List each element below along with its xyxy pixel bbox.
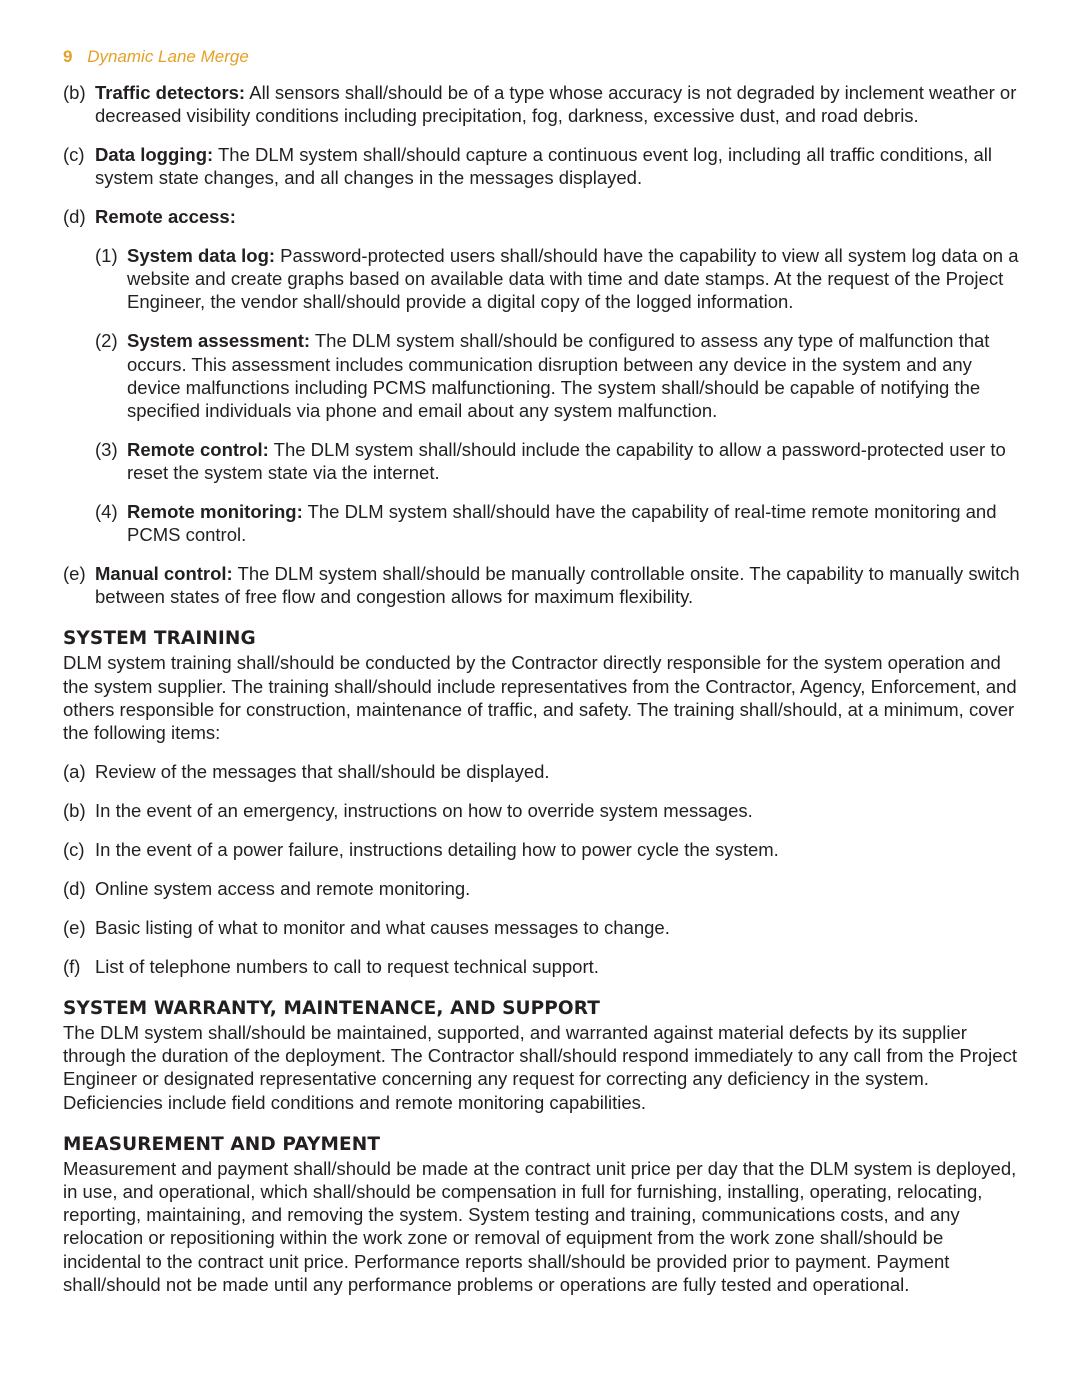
list-marker: (c) [63, 839, 85, 861]
list-marker: (4) [95, 500, 118, 522]
item-text: Online system access and remote monitoring. [95, 877, 471, 899]
list-item [63, 205, 1023, 228]
list-marker: (3) [95, 438, 118, 460]
item-text: In the event of an emergency, instructions on how to override system messages. [95, 800, 753, 822]
section-heading-warranty: SYSTEM WARRANTY, MAINTENANCE, AND SUPPORT [63, 997, 600, 1019]
list-marker: (d) [63, 206, 86, 228]
list-item [63, 562, 1023, 608]
item-text: The DLM system shall/should be configured to assess any type of malfunction that occurs. This assessment includes communication disruption between any device in the system and any device malfunctions including PCMS malfunctioning. The system shall/should be capable of notifying the specified individuals via phone and email about any system malfunction. [127, 330, 990, 421]
item-text: The DLM system shall/should include the capability to allow a password-protected user to reset the system state via the internet. [127, 438, 1006, 484]
item-label: Traffic detectors: [95, 82, 246, 103]
list-marker: (b) [63, 800, 86, 822]
running-title: Dynamic Lane Merge [87, 47, 249, 66]
item-label: Remote control: [127, 438, 269, 460]
section-heading-training: SYSTEM TRAINING [63, 628, 256, 650]
training-intro: DLM system training shall/should be conducted by the Contractor directly responsible for the system operation and the system supplier. The training shall/should include representatives from the Contractor, Agency, Enforcement, and others responsible for construction, maintenance of traffic, and safety. The training shall/should, at a minimum, cover the following items: [63, 652, 1017, 744]
item-label: Data logging: [95, 144, 214, 166]
item-text: All sensors shall/should be of a type whose accuracy is not degraded by inclement weather or decreased visibility conditions including precipitation, fog, darkness, excessive dust, and road debris. [95, 82, 1017, 127]
item-text: Review of the messages that shall/should be displayed. [95, 761, 550, 783]
item-text: Password-protected users shall/should have the capability to view all system log data on a website and create graphs based on available data with time and date stamps. At the request of the Project Engineer, the vendor shall/should provide a digital copy of the logged information. [127, 245, 1019, 313]
item-text: Basic listing of what to monitor and what causes messages to change. [95, 916, 670, 938]
warranty-text: The DLM system shall/should be maintained, supported, and warranted against material defects by its supplier through the duration of the deployment. The Contractor shall/should respond immediately to any call from the Project Engineer or designated representative concerning any request for correcting any deficiency in the system. Deficiencies include field conditions and remote monitoring capabilities. [63, 1021, 1017, 1113]
list-marker: (e) [63, 916, 86, 938]
sub-list-item [95, 329, 1023, 422]
list-item [63, 760, 1023, 783]
list-marker: (e) [63, 563, 86, 585]
list-item [63, 799, 1023, 822]
list-marker: (2) [95, 330, 118, 352]
sub-list-item [95, 500, 1023, 546]
item-label: System assessment: [127, 330, 311, 352]
list-item [63, 81, 1023, 127]
list-marker: (1) [95, 245, 118, 267]
list-item [63, 838, 1023, 861]
item-label: Remote access: [95, 206, 236, 228]
list-marker: (c) [63, 144, 85, 166]
page-header [63, 46, 1023, 68]
list-marker: (f) [63, 955, 81, 977]
item-label: Manual control: [95, 563, 233, 585]
document-page [63, 46, 1023, 1296]
section-heading-payment: MEASUREMENT AND PAYMENT [63, 1133, 381, 1155]
item-label: Remote monitoring: [127, 500, 303, 522]
list-item [63, 877, 1023, 900]
list-item [63, 916, 1023, 939]
item-text: The DLM system shall/should be manually controllable onsite. The capability to manually switch between states of free flow and congestion allows for maximum flexibility. [95, 563, 1020, 608]
list-item [63, 143, 1023, 189]
sub-list-item [95, 244, 1023, 314]
list-marker: (a) [63, 761, 86, 783]
item-text: In the event of a power failure, instructions detailing how to power cycle the system. [95, 839, 779, 861]
item-text: The DLM system shall/should capture a continuous event log, including all traffic conditions, all system state changes, and all changes in the messages displayed. [95, 144, 992, 189]
list-marker: (b) [63, 82, 86, 103]
item-label: System data log: [127, 245, 276, 267]
sub-list-item [95, 438, 1023, 484]
list-item [63, 955, 1023, 978]
list-marker: (d) [63, 877, 86, 899]
item-text: List of telephone numbers to call to request technical support. [95, 955, 599, 977]
page-number: 9 [63, 47, 73, 66]
item-text: The DLM system shall/should have the capability of real-time remote monitoring and PCMS control. [127, 500, 997, 546]
payment-text: Measurement and payment shall/should be made at the contract unit price per day that the DLM system is deployed, in use, and operational, which shall/should be compensation in full for furnishing, installing, operating, relocating, reporting, maintaining, and removing the system. System testing and training, communications costs, and any relocation or repositioning within the work zone or removal of equipment from the work zone shall/should be incidental to the contract unit price. Performance reports shall/should be provided prior to payment. Payment shall/should not be made until any performance problems or operations are fully tested and operational. [63, 1157, 1017, 1295]
